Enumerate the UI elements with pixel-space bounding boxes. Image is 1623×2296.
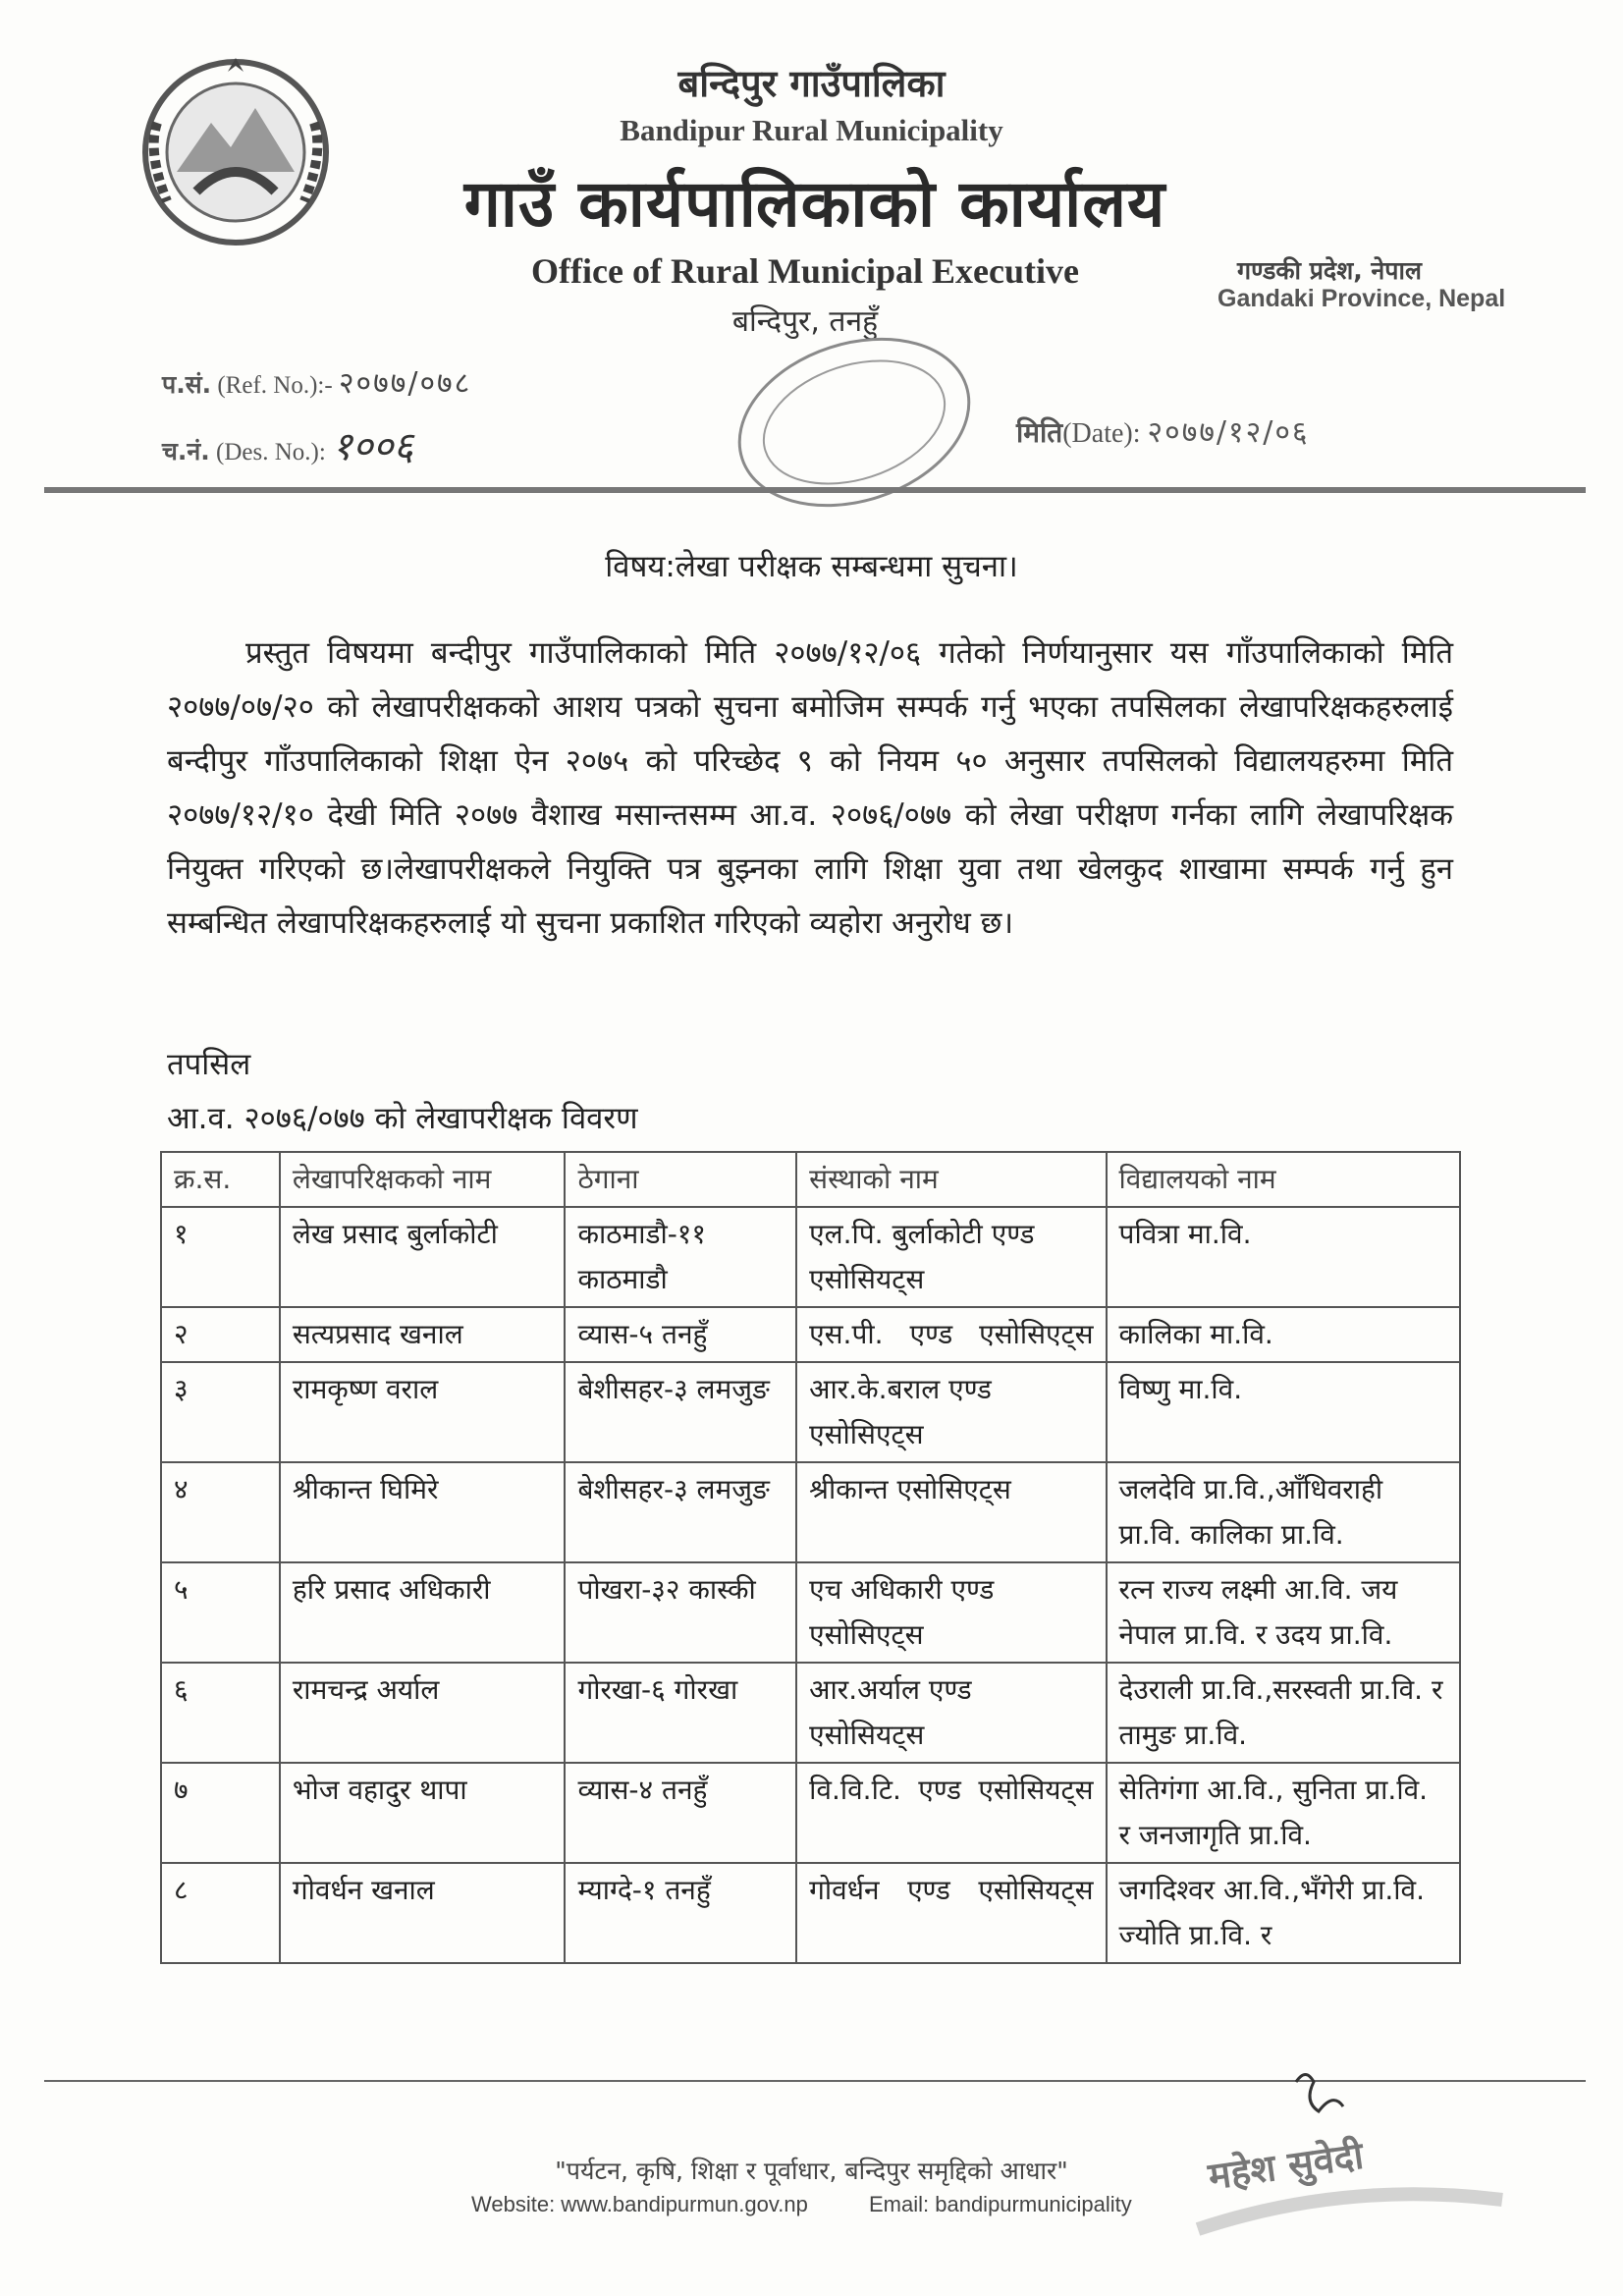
table-row (161, 1562, 1460, 1663)
cell-school-name: सेतिगंगा आ.वि., सुनिता प्रा.वि. र जनजागृति प्रा.वि. (1107, 1763, 1460, 1863)
table-title: आ.व. २०७६/०७७ को लेखापरीक्षक विवरण (167, 1101, 638, 1136)
province-nepali: गण्डकी प्रदेश, नेपाल (1237, 256, 1422, 285)
signature-icon (1188, 2062, 1512, 2259)
cell-auditor-name: लेख प्रसाद बुर्लाकोटी (280, 1207, 566, 1307)
cell-school-name: कालिका मा.वि. (1107, 1307, 1460, 1362)
cell-firm-name: एच अधिकारी एण्ड एसोसिएट्स (796, 1562, 1106, 1663)
date-label-en: (Date): (1062, 418, 1141, 449)
cell-sn: ५ (161, 1562, 280, 1663)
reference-number (162, 361, 471, 402)
cell-sn: ४ (161, 1462, 280, 1562)
cell-sn: १ (161, 1207, 280, 1307)
cell-address: पोखरा-३२ कास्की (565, 1562, 796, 1663)
cell-address: काठमाडौ-११ काठमाडौ (565, 1207, 796, 1307)
cell-sn: ६ (161, 1663, 280, 1763)
cell-school-name: विष्णु मा.वि. (1107, 1362, 1460, 1462)
cell-sn: ८ (161, 1863, 280, 1963)
letter-subject: विषय:लेखा परीक्षक सम्बन्धमा सुचना। (605, 549, 1018, 584)
ref-value: २०७७/०७८ (338, 366, 472, 401)
table-row (161, 1207, 1460, 1307)
des-label-np: च.नं. (162, 437, 210, 465)
org-name-nepali: बन्दिपुर गाउँपालिका (677, 62, 946, 105)
office-stamp-icon (707, 314, 992, 511)
province-english: Gandaki Province, Nepal (1217, 285, 1506, 312)
cell-firm-name: आर.अर्याल एण्ड एसोसियट्स (796, 1663, 1106, 1763)
table-row (161, 1307, 1460, 1362)
cell-address: बेशीसहर-३ लमजुङ (565, 1462, 796, 1562)
cell-firm-name: वि.वि.टि. एण्ड एसोसियट्स (796, 1763, 1106, 1863)
cell-school-name: जगदिश्वर आ.वि.,भँगेरी प्रा.वि. ज्योति प्रा.वि. र (1107, 1863, 1460, 1963)
footer-motto: "पर्यटन, कृषि, शिक्षा र पूर्वाधार, बन्दिपुर समृद्दिको आधार" (555, 2157, 1068, 2185)
table-row (161, 1362, 1460, 1462)
col-header-firm-name: संस्थाको नाम (796, 1152, 1106, 1207)
cell-firm-name: गोवर्धन एण्ड एसोसियट्स (796, 1863, 1106, 1963)
cell-auditor-name: गोवर्धन खनाल (280, 1863, 566, 1963)
col-header-sn: क्र.स. (161, 1152, 280, 1207)
des-label-en: (Des. No.): (216, 439, 326, 465)
org-name-english: Bandipur Rural Municipality (620, 113, 1003, 147)
cell-school-name: रत्न राज्य लक्ष्मी आ.वि. जय नेपाल प्रा.वि. र उदय प्रा.वि. (1107, 1562, 1460, 1663)
cell-school-name: पवित्रा मा.वि. (1107, 1207, 1460, 1307)
office-location: बन्दिपुर, तनहुँ (731, 304, 879, 339)
col-header-auditor-name: लेखापरिक्षकको नाम (280, 1152, 566, 1207)
signature-name: महेश सुवेदी (1205, 2133, 1367, 2199)
cell-firm-name: एस.पी. एण्ड एसोसिएट्स (796, 1307, 1106, 1362)
date-label-np: मिति (1016, 416, 1063, 449)
auditor-table (160, 1151, 1461, 1964)
footer-email: Email: bandipurmunicipality (869, 2192, 1132, 2216)
cell-address: म्याग्दे-१ तनहुँ (565, 1863, 796, 1963)
cell-auditor-name: श्रीकान्त घिमिरे (280, 1462, 566, 1562)
cell-sn: ३ (161, 1362, 280, 1462)
cell-sn: २ (161, 1307, 280, 1362)
schedule-label: तपसिल (167, 1047, 251, 1082)
cell-firm-name: एल.पि. बुर्लाकोटी एण्ड एसोसियट्स (796, 1207, 1106, 1307)
table-row (161, 1763, 1460, 1863)
office-name-nepali: गाउँ कार्यपालिकाको कार्यालय (463, 166, 1166, 242)
cell-address: बेशीसहर-३ लमजुङ (565, 1362, 796, 1462)
table-row (161, 1663, 1460, 1763)
des-value: १००६ (332, 424, 414, 469)
dispatch-number (162, 417, 413, 471)
date-value: २०७७/१२/०६ (1147, 415, 1310, 450)
cell-auditor-name: सत्यप्रसाद खनाल (280, 1307, 566, 1362)
cell-auditor-name: हरि प्रसाद अधिकारी (280, 1562, 566, 1663)
table-body (161, 1207, 1460, 1963)
cell-sn: ७ (161, 1763, 280, 1863)
col-header-school-name: विद्यालयको नाम (1107, 1152, 1460, 1207)
letter-date (1016, 410, 1310, 451)
header-divider (44, 487, 1586, 493)
cell-address: गोरखा-६ गोरखा (565, 1663, 796, 1763)
cell-auditor-name: भोज वहादुर थापा (280, 1763, 566, 1863)
ref-label-np: प.सं. (162, 370, 212, 399)
cell-address: व्यास-५ तनहुँ (565, 1307, 796, 1362)
col-header-address: ठेगाना (565, 1152, 796, 1207)
table-row (161, 1863, 1460, 1963)
cell-school-name: जलदेवि प्रा.वि.,आँधिवराही प्रा.वि. कालिका प्रा.वि. (1107, 1462, 1460, 1562)
footer-website: Website: www.bandipurmun.gov.np (471, 2192, 808, 2216)
cell-school-name: देउराली प्रा.वि.,सरस्वती प्रा.वि. र तामुङ प्रा.वि. (1107, 1663, 1460, 1763)
office-name-english: Office of Rural Municipal Executive (531, 251, 1079, 291)
table-header-row (161, 1152, 1460, 1207)
cell-firm-name: आर.के.बराल एण्ड एसोसिएट्स (796, 1362, 1106, 1462)
table-row (161, 1462, 1460, 1562)
cell-firm-name: श्रीकान्त एसोसिएट्स (796, 1462, 1106, 1562)
cell-address: व्यास-४ तनहुँ (565, 1763, 796, 1863)
letter-body: प्रस्तुत विषयमा बन्दीपुर गाउँपालिकाको मिति २०७७/१२/०६ गतेको निर्णयानुसार यस गाँउपालिकाको मिति २०७७/०७/२० को लेखापरीक्षकको आशय पत्रको सुचना बमोजिम सम्पर्क गर्नु भएका तपसिलका लेखापरिक्षकहरुलाई बन्दीपुर गाँउपालिकाको शिक्षा ऐन २०७५ को परिच्छेद ९ को नियम ५० अनुसार तपसिलको विद्यालयहरुमा मिति २०७७/१२/१० देखी मिति २०७७ वैशाख मसान्तसम्म आ.व. २०७६/०७७ को लेखा परीक्षण गर्नका लागि लेखापरिक्षक नियुक्त गरिएको छ।लेखापरीक्षकले नियुक्ति पत्र बुझ्नका लागि शिक्षा युवा तथा खेलकुद शाखामा सम्पर्क गर्नु हुन सम्बन्धित लेखापरिक्षकहरुलाई यो सुचना प्रकाशित गरिएको व्यहोरा अनुरोध छ। (167, 635, 1453, 941)
cell-auditor-name: रामचन्द्र अर्याल (280, 1663, 566, 1763)
cell-auditor-name: रामकृष्ण वराल (280, 1362, 566, 1462)
ref-label-en: (Ref. No.):- (217, 372, 333, 399)
